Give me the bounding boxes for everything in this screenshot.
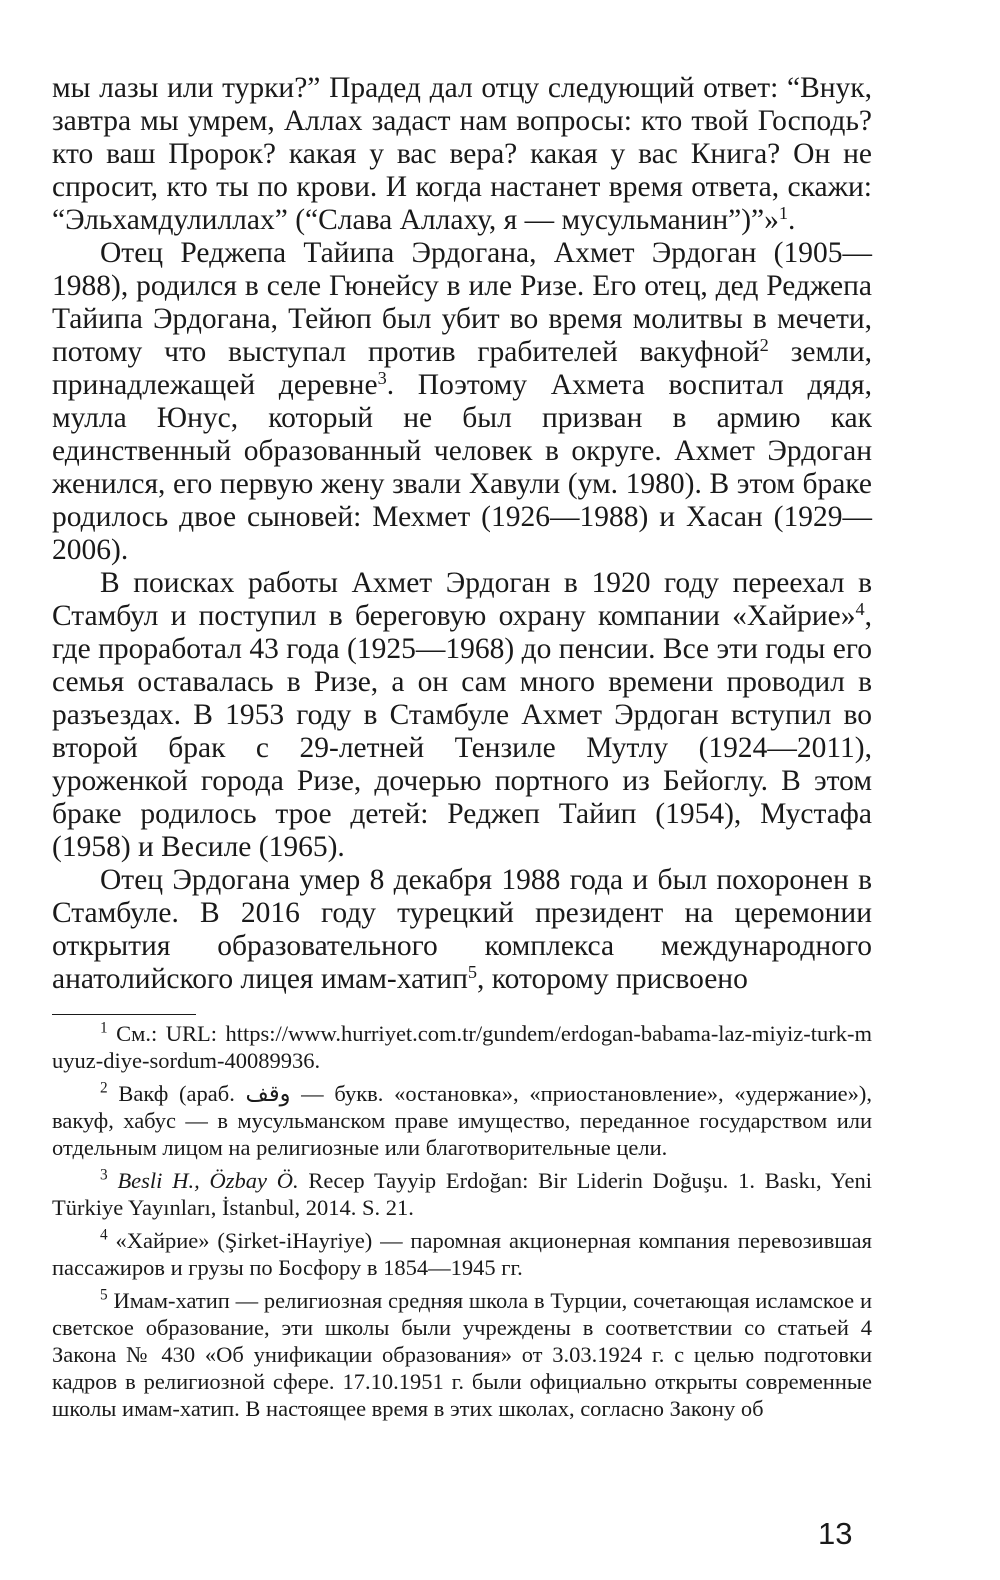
footnotes bbox=[52, 1020, 872, 1428]
footnote-ref-1: 1 bbox=[778, 202, 789, 223]
footnote-2: $^2$ Вакф (араб. وقف — букв. «остановка», «приостановление», «удержание»), вакуф, хабус — в мусульманском праве имущество, переданное государством или отдельным лицом на религиозные или благотворительные цели. bbox=[52, 1079, 873, 1160]
footnote-ref-2: 2 bbox=[759, 334, 769, 355]
footnote-ref-4: 4 bbox=[855, 598, 865, 619]
paragraph-4: Отец Эрдогана умер 8 декабря 1988 года и был похоронен в Стамбуле. В 2016 году турецкий президент на церемонии открытия образовательного комплекса международного анатолийского лицея имам-хатип$^5$, которому присвоено bbox=[52, 864, 872, 995]
footnote-4: $^4$ «Хайрие» (Şirket-iHayriye) — паромная акционерная компания перевозившая пассажиров и грузы по Босфору в 1854—1945 гг. bbox=[52, 1226, 873, 1280]
paragraph-3: В поисках работы Ахмет Эрдоган в 1920 году переехал в Стамбул и поступил в береговую охрану компании «Хайрие»$^4$, где проработал 43 года (1925—1968) до пенсии. Все эти годы его семья оставалась в Ризе, а он сам много времени проводил в разъездах. В 1953 году в Стамбуле Ахмет Эрдоган вступил во второй брак с 29-летней Тензиле Мутлу (1924—2011), уроженкой города Ризе, дочерью портного из Бейоглу. В этом браке родилось трое детей: Реджеп Тайип (1954), Мустафа (1958) и Весиле (1965). bbox=[52, 567, 872, 863]
footnote-3: $^3$ Besli H., Özbay Ö. Recep Tayyip Erdoğan: Bir Liderin Doğuşu. 1. Baskı, Yeni Türkiye Yayınları, İstanbul, 2014. S. 21. bbox=[52, 1166, 873, 1220]
paragraph-1: мы лазы или турки?” Прадед дал отцу следующий ответ: “Внук, завтра мы умрем, Аллах задаст нам вопросы: кто твой Господь? кто ваш Пророк? какая у вас вера? какая у вас Книга? Он не спросит, кто ты по крови. И когда настанет время ответа, скажи: “Эльхамдулиллах” (“Слава Аллаху, я — мусульманин”)”»$^1$. bbox=[52, 72, 872, 236]
footnote-ref-3: 3 bbox=[377, 367, 387, 388]
footnote-ref-5: 5 bbox=[467, 961, 478, 982]
main-text bbox=[52, 72, 872, 996]
footnote-1: $^1$ См.: URL: https://www.hurriyet.com.tr/gundem/erdogan-babama-laz-miyiz-turk-muyuz-diye-sordum-40089936. bbox=[52, 1019, 872, 1073]
footnote-divider bbox=[52, 1014, 196, 1015]
footnote-5: $^5$ Имам-хатип — религиозная средняя школа в Турции, сочетающая исламское и светское образование, эти школы были учреждены в соответствии со статьей 4 Закона № 430 «Об унификации образования» от 3.03.1924 г. с целью подготовки кадров в религиозной сфере. 17.10.1951 г. были официально открыты современные школы имам-хатип. В настоящее время в этих школах, согласно Закону об bbox=[52, 1286, 873, 1421]
paragraph-2: Отец Реджепа Тайипа Эрдогана, Ахмет Эрдоган (1905—1988), родился в селе Гюнейсу в иле Ризе. Его отец, дед Реджепа Тайипа Эрдогана, Тейюп был убит во время молитвы в мечети, потому что выступал против грабителей вакуфной$^2$ земли, принадлежащей деревне$^3$. Поэтому Ахмета воспитал дядя, мулла Юнус, который не был призван в армию как единственный образованный человек в округе. Ахмет Эрдоган женился, его первую жену звали Хавули (ум. 1980). В этом браке родилось двое сыновей: Мехмет (1926—1988) и Хасан (1929—2006). bbox=[52, 237, 873, 566]
page-number: 13 bbox=[818, 1516, 853, 1551]
